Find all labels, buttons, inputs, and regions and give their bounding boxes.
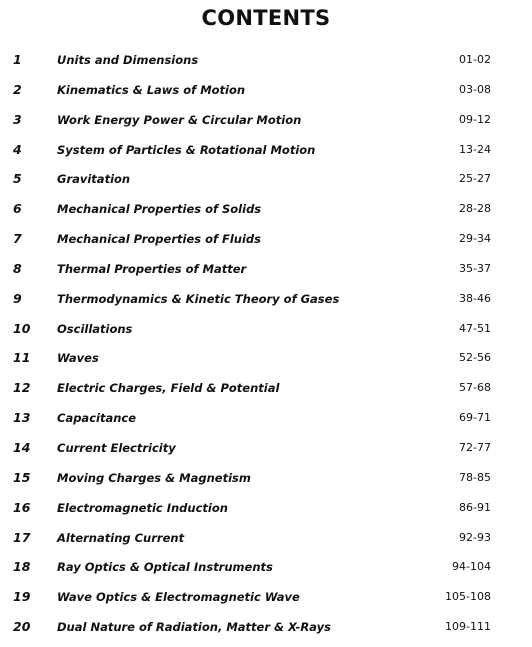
- toc-row: [0, 50, 532, 80]
- chapter-title: Work Energy Power & Circular Motion: [57, 112, 302, 127]
- chapter-number: 18: [13, 559, 31, 575]
- page-range: 03-08: [459, 82, 491, 96]
- toc-row: [0, 378, 532, 408]
- chapter-number: 9: [13, 290, 22, 306]
- page-range: 25-27: [459, 172, 491, 186]
- chapter-number: 20: [13, 619, 31, 635]
- toc-row: [0, 259, 532, 289]
- toc-row: [0, 468, 532, 498]
- chapter-title: Mechanical Properties of Fluids: [57, 232, 262, 247]
- chapter-number: 4: [13, 141, 22, 157]
- toc-row: [0, 557, 532, 587]
- toc-row: [0, 289, 532, 319]
- chapter-title: Mechanical Properties of Solids: [57, 202, 262, 217]
- page-range: 105-108: [445, 590, 491, 604]
- page-range: 72-77: [459, 440, 491, 454]
- chapter-number: 19: [13, 589, 31, 605]
- chapter-number: 7: [13, 231, 22, 247]
- page-range: 28-28: [459, 202, 491, 216]
- page-range: 69-71: [459, 411, 491, 425]
- chapter-number: 17: [13, 529, 31, 545]
- chapter-title: Ray Optics & Optical Instruments: [57, 560, 273, 575]
- chapter-number: 11: [13, 350, 31, 366]
- chapter-title: Wave Optics & Electromagnetic Wave: [57, 590, 300, 605]
- toc-row: [0, 169, 532, 199]
- toc-row: [0, 319, 532, 349]
- page-range: 92-93: [459, 530, 491, 544]
- page-range: 47-51: [459, 321, 491, 335]
- chapter-number: 10: [13, 320, 31, 336]
- toc-row: [0, 140, 532, 170]
- chapter-title: Moving Charges & Magnetism: [57, 470, 251, 485]
- page-range: 38-46: [459, 291, 491, 305]
- chapter-number: 14: [13, 439, 31, 455]
- chapter-number: 13: [13, 410, 31, 426]
- page-range: 94-104: [452, 560, 491, 574]
- page-range: 86-91: [459, 500, 491, 514]
- page-range: 29-34: [459, 232, 491, 246]
- chapter-title: Capacitance: [57, 411, 137, 426]
- chapter-title: Thermal Properties of Matter: [57, 261, 247, 276]
- chapter-title: Dual Nature of Radiation, Matter & X-Rays: [57, 620, 331, 635]
- toc-row: [0, 408, 532, 438]
- chapter-number: 2: [13, 81, 22, 97]
- page-range: 78-85: [459, 470, 491, 484]
- chapter-title: Thermodynamics & Kinetic Theory of Gases: [57, 291, 340, 306]
- toc-row: [0, 348, 532, 378]
- chapter-title: Alternating Current: [57, 530, 185, 545]
- toc-row: [0, 80, 532, 110]
- chapter-number: 12: [13, 380, 31, 396]
- toc-row: [0, 438, 532, 468]
- toc-row: [0, 528, 532, 558]
- chapter-number: 1: [13, 52, 22, 67]
- chapter-number: 8: [13, 260, 22, 276]
- toc-row: [0, 229, 532, 259]
- page-range: 35-37: [459, 261, 491, 275]
- page-range: 52-56: [459, 351, 491, 365]
- page-range: 57-68: [459, 381, 491, 395]
- toc-row: [0, 110, 532, 140]
- page-title: CONTENTS: [201, 6, 331, 30]
- page-range: 13-24: [459, 142, 491, 156]
- chapter-number: 6: [13, 201, 22, 217]
- page-range: 09-12: [459, 112, 491, 126]
- chapter-title: Oscillations: [57, 321, 133, 336]
- toc-row: [0, 199, 532, 229]
- page-range: 01-02: [459, 53, 491, 66]
- chapter-title: System of Particles & Rotational Motion: [57, 142, 316, 157]
- chapter-title: Electromagnetic Induction: [57, 500, 228, 515]
- chapter-title: Waves: [57, 351, 99, 366]
- chapter-title: Electric Charges, Field & Potential: [57, 381, 280, 396]
- chapter-title: Gravitation: [57, 172, 131, 187]
- toc-row: [0, 587, 532, 617]
- chapter-title: Units and Dimensions: [57, 53, 199, 67]
- chapter-number: 16: [13, 499, 31, 515]
- table-of-contents: [0, 50, 532, 647]
- toc-row: [0, 617, 532, 647]
- chapter-number: 5: [13, 171, 22, 187]
- toc-row: [0, 498, 532, 528]
- chapter-number: 3: [13, 111, 22, 127]
- page-range: 109-111: [445, 620, 491, 634]
- chapter-title: Kinematics & Laws of Motion: [57, 82, 246, 97]
- chapter-title: Current Electricity: [57, 440, 176, 455]
- chapter-number: 15: [13, 469, 31, 485]
